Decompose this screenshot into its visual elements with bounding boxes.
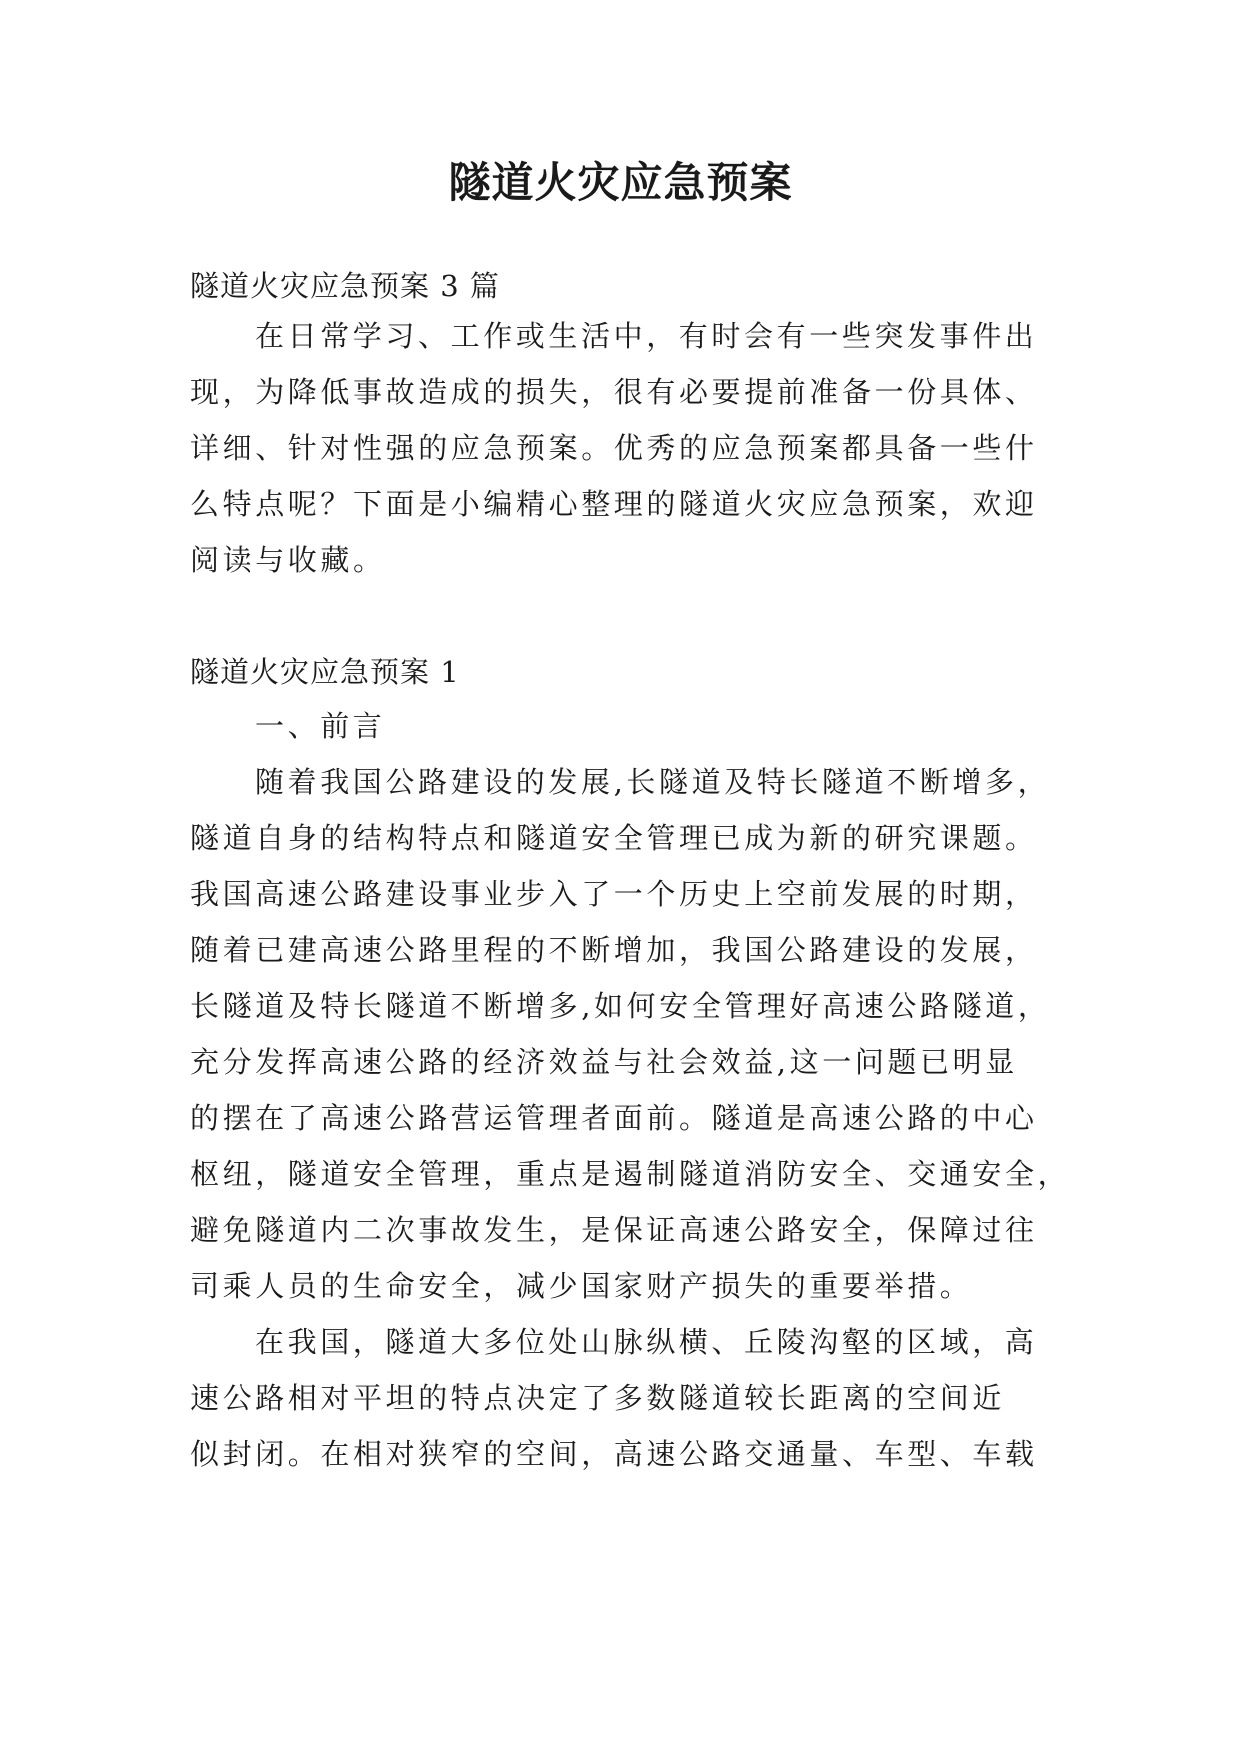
paragraph-line: 似封闭。在相对狭窄的空间，高速公路交通量、车型、车载: [190, 1437, 1038, 1471]
paragraph-line: 充分发挥高速公路的经济效益与社会效益,这一问题已明显: [190, 1045, 1018, 1079]
intro-line: 阅读与收藏。: [190, 543, 386, 577]
paragraph-line: 司乘人员的生命安全，减少国家财产损失的重要举措。: [190, 1269, 973, 1303]
intro-line: 么特点呢？下面是小编精心整理的隧道火灾应急预案，欢迎: [190, 487, 1038, 521]
paragraph-line: 我国高速公路建设事业步入了一个历史上空前发展的时期，: [190, 877, 1038, 911]
paragraph-line: 在我国，隧道大多位处山脉纵横、丘陵沟壑的区域，高: [255, 1325, 1038, 1359]
paragraph-line: 长隧道及特长隧道不断增多,如何安全管理好高速公路隧道，: [190, 989, 1051, 1023]
intro-line: 详细、针对性强的应急预案。优秀的应急预案都具备一些什: [190, 431, 1038, 465]
subsection-heading: 一、前言: [255, 709, 386, 743]
document-title: 隧道火灾应急预案: [448, 158, 793, 207]
paragraph-line: 隧道自身的结构特点和隧道安全管理已成为新的研究课题。: [190, 821, 1038, 855]
intro-line: 现，为降低事故造成的损失，很有必要提前准备一份具体、: [190, 375, 1038, 409]
paragraph-line: 避免隧道内二次事故发生，是保证高速公路安全，保障过往: [190, 1213, 1038, 1247]
document-subtitle: 隧道火灾应急预案 3 篇: [190, 269, 500, 303]
paragraph-line: 随着我国公路建设的发展,长隧道及特长隧道不断增多，: [255, 765, 1051, 799]
paragraph-line: 随着已建高速公路里程的不断增加，我国公路建设的发展，: [190, 933, 1038, 967]
section-heading: 隧道火灾应急预案 1: [190, 655, 460, 689]
paragraph-line: 速公路相对平坦的特点决定了多数隧道较长距离的空间近: [190, 1381, 1006, 1415]
intro-line: 在日常学习、工作或生活中，有时会有一些突发事件出: [255, 319, 1038, 353]
paragraph-line: 枢纽，隧道安全管理，重点是遏制隧道消防安全、交通安全，: [190, 1157, 1071, 1191]
paragraph-line: 的摆在了高速公路营运管理者面前。隧道是高速公路的中心: [190, 1101, 1038, 1135]
